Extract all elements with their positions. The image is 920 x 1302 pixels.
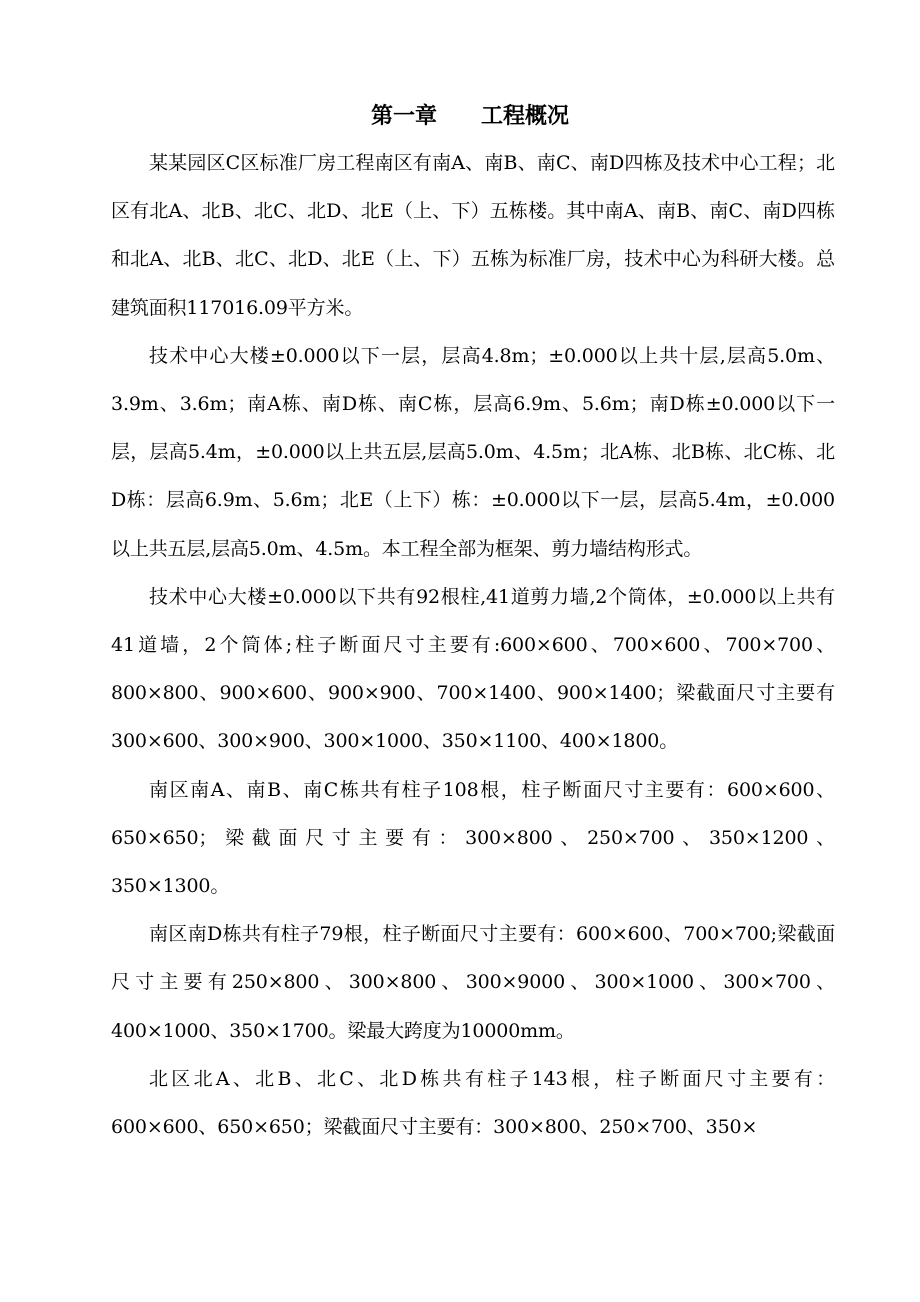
paragraph-south-abc: 南区南A、南B、南C栋共有柱子108根，柱子断面尺寸主要有：600×600、650×650；梁截面尺寸主要有：300×800、250×700、350×1200、350×1300。 (111, 778, 835, 898)
chapter-body (111, 139, 835, 1151)
paragraph-overview: 某某园区C区标准厂房工程南区有南A、南B、南C、南D四栋及技术中心工程；北区有北A、北B、北C、北D、北E（上、下）五栋楼。其中南A、南B、南C、南D四栋和北A、北B、北C、北D、北E（上、下）五栋为标准厂房，技术中心为科研大楼。总建筑面积117016.09平方米。 (111, 152, 835, 319)
paragraph-north-abcd: 北区北A、北B、北C、北D栋共有柱子143根，柱子断面尺寸主要有：600×600、650×650；梁截面尺寸主要有：300×800、250×700、350× (111, 1067, 835, 1139)
paragraph-tech-center-structure: 技术中心大楼±0.000以下共有92根柱,41道剪力墙,2个筒体，±0.000以上共有41道墙，2个筒体;柱子断面尺寸主要有:600×600、700×600、700×700、800×800、900×600、900×900、700×1400、900×1400；梁截面尺寸主要有300×600、300×900、300×1000、350×1100、400×1800。 (111, 585, 835, 753)
paragraph-south-d: 南区南D栋共有柱子79根，柱子断面尺寸主要有：600×600、700×700;梁截面尺寸主要有250×800、300×800、300×9000、300×1000、300×700、400×1000、350×1700。梁最大跨度为10000mm。 (111, 923, 835, 1042)
paragraph-floor-heights: 技术中心大楼±0.000以下一层，层高4.8m；±0.000以上共十层,层高5.0m、3.9m、3.6m；南A栋、南D栋、南C栋，层高6.9m、5.6m；南D栋±0.000以下一层，层高5.4m，±0.000以上共五层,层高5.0m、4.5m；北A栋、北B栋、北C栋、北D栋：层高6.9m、5.6m；北E（上下）栋：±0.000以下一层，层高5.4m，±0.000以上共五层,层高5.0m、4.5m。本工程全部为框架、剪力墙结构形式。 (111, 344, 835, 560)
chapter-title: 第一章 工程概况 (370, 104, 569, 129)
